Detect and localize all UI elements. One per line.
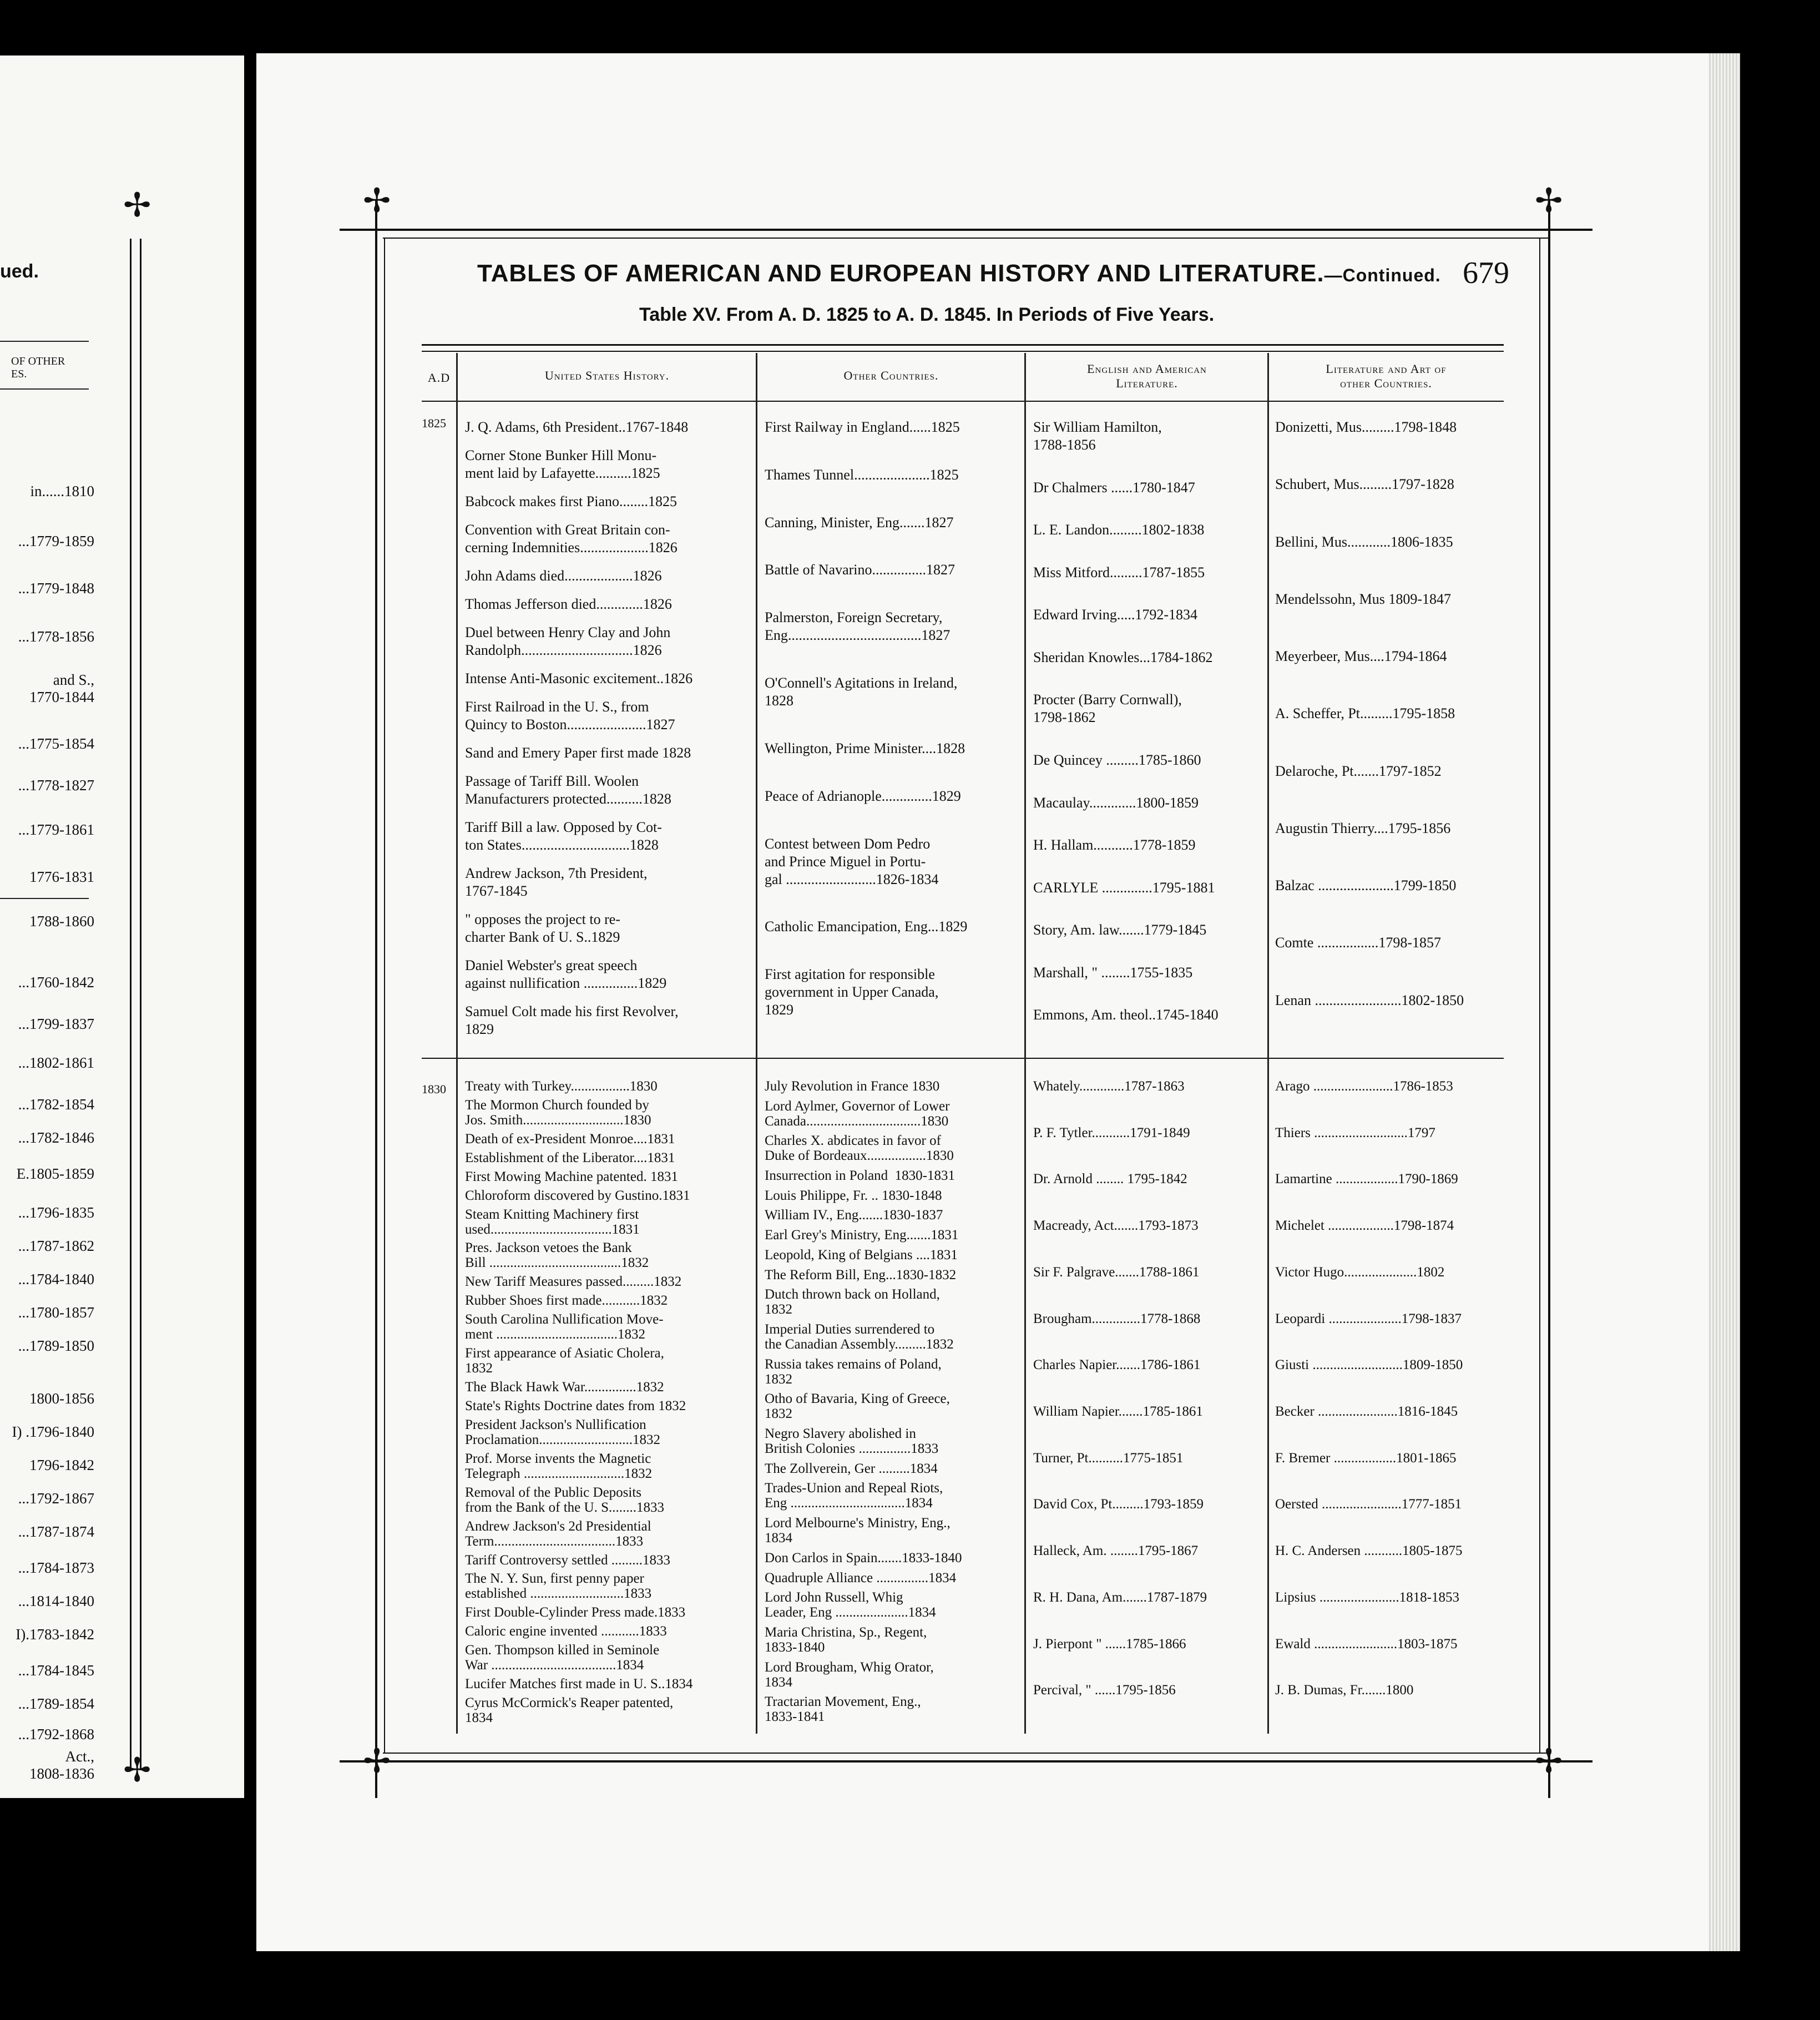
- us-history-entry: Cyrus McCormick's Reaper patented, 1834: [465, 1695, 674, 1725]
- lit-art-other-entry: Victor Hugo.....................1802: [1275, 1265, 1445, 1280]
- other-countries-entry: Otho of Bavaria, King of Greece, 1832: [765, 1391, 950, 1421]
- title-continued: —Continued.: [1324, 265, 1441, 285]
- lit-art-other-entry: Ewald ........................1803-1875: [1275, 1637, 1458, 1652]
- eng-amer-lit-entry: Whately.............1787-1863: [1033, 1079, 1185, 1094]
- year-label: 1830: [422, 1082, 446, 1096]
- lit-art-other-entry: Delaroche, Pt.......1797-1852: [1275, 763, 1442, 779]
- column-divider: [756, 353, 757, 1734]
- other-countries-entry: William IV., Eng.......1830-1837: [765, 1208, 943, 1223]
- eng-amer-lit-entry: Marshall, " ........1755-1835: [1033, 964, 1193, 981]
- left-entry: ...1789-1854: [18, 1695, 94, 1712]
- other-countries-entry: Lord Aylmer, Governor of Lower Canada.................................1830: [765, 1099, 950, 1129]
- left-entry: ...1782-1846: [18, 1129, 94, 1146]
- us-history-entry: Intense Anti-Masonic excitement..1826: [465, 670, 693, 686]
- us-history-entry: Chloroform discovered by Gustino.1831: [465, 1188, 690, 1203]
- page-title: [477, 260, 1441, 287]
- frame-bottom: [340, 1760, 1593, 1763]
- frame-right: [1548, 200, 1550, 1798]
- frame-top: [340, 229, 1593, 231]
- col-header-other-countries: Other Countries.: [843, 368, 939, 382]
- corner-ornament-icon: ✢: [1535, 183, 1563, 219]
- other-countries-entry: July Revolution in France 1830: [765, 1079, 940, 1094]
- year-label: 1825: [422, 416, 446, 430]
- other-countries-entry: First Railway in England......1825: [765, 419, 960, 435]
- us-history-entry: Treaty with Turkey.................1830: [465, 1079, 658, 1094]
- left-entry: ...1779-1859: [18, 533, 94, 549]
- left-entry: 1796-1842: [29, 1457, 94, 1473]
- left-entry: ...1784-1840: [18, 1271, 94, 1287]
- left-entry: and S., 1770-1844: [29, 671, 94, 705]
- column-divider: [1267, 353, 1269, 1734]
- other-countries-entry: Don Carlos in Spain.......1833-1840: [765, 1551, 962, 1566]
- lit-art-other-entry: Augustin Thierry....1795-1856: [1275, 820, 1451, 836]
- left-entry: ...1780-1857: [18, 1304, 94, 1321]
- other-countries-entry: Battle of Navarino...............1827: [765, 562, 955, 578]
- left-page: [0, 55, 244, 1798]
- us-history-entry: Duel between Henry Clay and John Randolph...............................1826: [465, 624, 671, 658]
- eng-amer-lit-entry: H. Hallam...........1778-1859: [1033, 837, 1196, 853]
- other-countries-entry: The Reform Bill, Eng...1830-1832: [765, 1267, 957, 1282]
- left-entry: ...1789-1850: [18, 1337, 94, 1354]
- left-entry: 1800-1856: [29, 1390, 94, 1407]
- lit-art-other-entry: Meyerbeer, Mus....1794-1864: [1275, 648, 1447, 664]
- left-entry: ...1782-1854: [18, 1096, 94, 1113]
- lit-art-other-entry: Comte .................1798-1857: [1275, 935, 1441, 951]
- eng-amer-lit-entry: Macready, Act.......1793-1873: [1033, 1218, 1199, 1233]
- left-rule: [0, 341, 89, 342]
- other-countries-entry: Russia takes remains of Poland, 1832: [765, 1357, 942, 1387]
- eng-amer-lit-entry: Procter (Barry Cornwall), 1798-1862: [1033, 691, 1182, 725]
- other-countries-entry: Louis Philippe, Fr. .. 1830-1848: [765, 1188, 942, 1203]
- us-history-entry: John Adams died...................1826: [465, 568, 662, 584]
- us-history-entry: First Mowing Machine patented. 1831: [465, 1169, 678, 1184]
- lit-art-other-entry: Becker .......................1816-1845: [1275, 1404, 1458, 1419]
- other-countries-entry: Insurrection in Poland 1830-1831: [765, 1168, 956, 1183]
- us-history-entry: First Railroad in the U. S., from Quincy to Boston......................1827: [465, 699, 675, 733]
- corner-ornament-icon: ✢: [363, 183, 391, 219]
- us-history-entry: Andrew Jackson's 2d Presidential Term...................................1833: [465, 1519, 651, 1549]
- us-history-entry: Passage of Tariff Bill. Woolen Manufacturers protected..........1828: [465, 773, 671, 807]
- title-main: TABLES OF AMERICAN AND EUROPEAN HISTORY AND LITERATURE.: [477, 260, 1324, 287]
- left-entry: Act., 1808-1836: [29, 1748, 94, 1782]
- frame-right-inner: [1539, 238, 1540, 1753]
- other-countries-entry: First agitation for responsible government in Upper Canada, 1829: [765, 966, 939, 1018]
- table-subtitle: Table XV. From A. D. 1825 to A. D. 1845. In Periods of Five Years.: [639, 304, 1215, 325]
- us-history-entry: South Carolina Nullification Move- ment ...................................1832: [465, 1312, 664, 1342]
- us-history-entry: Removal of the Public Deposits from the Bank of the U. S........1833: [465, 1485, 664, 1515]
- left-entry: ...1784-1845: [18, 1662, 94, 1679]
- col-header-lit-art-other: Literature and Art of other Countries.: [1326, 362, 1447, 391]
- us-history-entry: Samuel Colt made his first Revolver, 1829: [465, 1003, 679, 1037]
- lit-art-other-entry: Thiers ...........................1797: [1275, 1125, 1435, 1140]
- frame-left: [375, 200, 377, 1798]
- us-history-entry: First appearance of Asiatic Cholera, 1832: [465, 1346, 664, 1376]
- eng-amer-lit-entry: Brougham..............1778-1868: [1033, 1311, 1201, 1326]
- lit-art-other-entry: Arago .......................1786-1853: [1275, 1079, 1453, 1094]
- ornament-icon: ✢: [123, 187, 151, 224]
- eng-amer-lit-entry: Turner, Pt..........1775-1851: [1033, 1451, 1184, 1466]
- corner-ornament-icon: ✢: [1535, 1743, 1563, 1780]
- us-history-entry: New Tariff Measures passed.........1832: [465, 1274, 682, 1289]
- eng-amer-lit-entry: Dr Chalmers ......1780-1847: [1033, 479, 1195, 496]
- left-entry: ...1814-1840: [18, 1593, 94, 1609]
- frame-top-inner: [383, 238, 1550, 239]
- left-entry: I).1783-1842: [16, 1626, 94, 1643]
- column-divider: [456, 353, 458, 1734]
- us-history-entry: Caloric engine invented ...........1833: [465, 1624, 667, 1639]
- other-countries-entry: Peace of Adrianople..............1829: [765, 788, 961, 804]
- eng-amer-lit-entry: Sheridan Knowles...1784-1862: [1033, 649, 1213, 665]
- us-history-entry: Pres. Jackson vetoes the Bank Bill ......................................1832: [465, 1240, 649, 1270]
- left-rule: [0, 898, 89, 899]
- left-frame-line: [140, 239, 141, 1770]
- eng-amer-lit-entry: CARLYLE ..............1795-1881: [1033, 880, 1215, 896]
- other-countries-entry: The Zollverein, Ger .........1834: [765, 1461, 938, 1476]
- col-header-us-history: United States History.: [544, 368, 670, 382]
- eng-amer-lit-entry: L. E. Landon.........1802-1838: [1033, 522, 1205, 538]
- eng-amer-lit-entry: David Cox, Pt.........1793-1859: [1033, 1497, 1204, 1512]
- eng-amer-lit-entry: Edward Irving.....1792-1834: [1033, 607, 1198, 623]
- other-countries-entry: Canning, Minister, Eng.......1827: [765, 514, 954, 531]
- us-history-entry: Prof. Morse invents the Magnetic Telegraph .............................1832: [465, 1451, 653, 1481]
- us-history-entry: President Jackson's Nullification Proclamation...........................1832: [465, 1417, 661, 1447]
- us-history-entry: Sand and Emery Paper first made 1828: [465, 745, 691, 761]
- other-countries-entry: Trades-Union and Repeal Riots, Eng .................................1834: [765, 1481, 943, 1511]
- eng-amer-lit-entry: William Napier.......1785-1861: [1033, 1404, 1203, 1419]
- us-history-entry: Tariff Controversy settled .........1833: [465, 1553, 670, 1568]
- us-history-entry: Corner Stone Bunker Hill Monu- ment laid by Lafayette..........1825: [465, 447, 660, 481]
- left-rule: [0, 388, 89, 390]
- eng-amer-lit-entry: Halleck, Am. ........1795-1867: [1033, 1543, 1199, 1558]
- eng-amer-lit-entry: Story, Am. law.......1779-1845: [1033, 922, 1207, 938]
- left-entry: ...1779-1861: [18, 821, 94, 838]
- other-countries-entry: Dutch thrown back on Holland, 1832: [765, 1287, 940, 1317]
- lit-art-other-entry: J. B. Dumas, Fr.......1800: [1275, 1683, 1414, 1698]
- other-countries-entry: Tractarian Movement, Eng., 1833-1841: [765, 1694, 921, 1724]
- page-edge: [1709, 53, 1740, 1951]
- col-header-ad: A.D: [427, 371, 451, 385]
- us-history-entry: Thomas Jefferson died.............1826: [465, 596, 672, 612]
- lit-art-other-entry: H. C. Andersen ...........1805-1875: [1275, 1543, 1463, 1558]
- left-entry: E.1805-1859: [16, 1165, 94, 1182]
- other-countries-entry: Catholic Emancipation, Eng...1829: [765, 918, 968, 935]
- us-history-entry: Convention with Great Britain con- cerning Indemnities...................1826: [465, 522, 678, 556]
- us-history-entry: The N. Y. Sun, first penny paper established ...........................1833: [465, 1571, 652, 1601]
- us-history-entry: The Black Hawk War...............1832: [465, 1380, 664, 1395]
- us-history-entry: Rubber Shoes first made...........1832: [465, 1293, 668, 1308]
- left-entry: ...1792-1867: [18, 1490, 94, 1507]
- table-top-rule: [422, 344, 1504, 346]
- column-divider: [1024, 353, 1026, 1734]
- us-history-entry: State's Rights Doctrine dates from 1832: [465, 1398, 686, 1413]
- other-countries-entry: Wellington, Prime Minister....1828: [765, 740, 965, 756]
- left-entry: ...1796-1835: [18, 1204, 94, 1221]
- us-history-entry: Daniel Webster's great speech against nullification ...............1829: [465, 957, 667, 991]
- eng-amer-lit-entry: Sir William Hamilton, 1788-1856: [1033, 419, 1162, 453]
- lit-art-other-entry: Donizetti, Mus.........1798-1848: [1275, 419, 1457, 435]
- eng-amer-lit-entry: P. F. Tytler...........1791-1849: [1033, 1125, 1190, 1140]
- frame-left-inner: [384, 238, 385, 1753]
- left-entry: ...1787-1862: [18, 1238, 94, 1254]
- eng-amer-lit-entry: De Quincey .........1785-1860: [1033, 752, 1201, 768]
- other-countries-entry: Quadruple Alliance ...............1834: [765, 1570, 957, 1585]
- left-frame-line: [130, 239, 132, 1770]
- eng-amer-lit-entry: Sir F. Palgrave.......1788-1861: [1033, 1265, 1200, 1280]
- lit-art-other-entry: Oersted .......................1777-1851: [1275, 1497, 1462, 1512]
- other-countries-entry: Lord Melbourne's Ministry, Eng., 1834: [765, 1516, 951, 1546]
- us-history-entry: J. Q. Adams, 6th President..1767-1848: [465, 419, 689, 435]
- left-entry: ...1787-1874: [18, 1523, 94, 1540]
- lit-art-other-entry: Mendelssohn, Mus 1809-1847: [1275, 591, 1452, 607]
- us-history-entry: Lucifer Matches first made in U. S..1834: [465, 1676, 693, 1691]
- lit-art-other-entry: F. Bremer ..................1801-1865: [1275, 1451, 1457, 1466]
- us-history-entry: Gen. Thompson killed in Seminole War ....................................1834: [465, 1643, 660, 1673]
- lit-art-other-entry: Michelet ...................1798-1874: [1275, 1218, 1454, 1233]
- lit-art-other-entry: Leopardi .....................1798-1837: [1275, 1311, 1462, 1326]
- page-number: 679: [1463, 256, 1509, 290]
- us-history-entry: " opposes the project to re- charter Bank of U. S..1829: [465, 911, 620, 945]
- lit-art-other-entry: Schubert, Mus.........1797-1828: [1275, 476, 1454, 492]
- eng-amer-lit-entry: Charles Napier.......1786-1861: [1033, 1357, 1201, 1372]
- header-bottom-rule: [422, 401, 1504, 402]
- other-countries-entry: Earl Grey's Ministry, Eng.......1831: [765, 1228, 959, 1243]
- eng-amer-lit-entry: R. H. Dana, Am.......1787-1879: [1033, 1590, 1207, 1605]
- other-countries-entry: Charles X. abdicates in favor of Duke of Bordeaux.................1830: [765, 1133, 954, 1163]
- eng-amer-lit-entry: Macaulay.............1800-1859: [1033, 795, 1199, 811]
- corner-ornament-icon: ✢: [363, 1743, 391, 1780]
- lit-art-other-entry: Bellini, Mus............1806-1835: [1275, 534, 1453, 550]
- frame-bottom-inner: [383, 1753, 1550, 1754]
- other-countries-entry: Thames Tunnel.....................1825: [765, 467, 959, 483]
- left-entry: ...1779-1848: [18, 580, 94, 597]
- left-heading-fragment: ued.: [0, 261, 39, 282]
- left-entry: ...1775-1854: [18, 735, 94, 752]
- left-entry: ...1778-1856: [18, 628, 94, 645]
- other-countries-entry: Lord John Russell, Whig Leader, Eng .....................1834: [765, 1590, 936, 1620]
- us-history-entry: First Double-Cylinder Press made.1833: [465, 1605, 686, 1620]
- other-countries-entry: Maria Christina, Sp., Regent, 1833-1840: [765, 1625, 927, 1655]
- eng-amer-lit-entry: Percival, " ......1795-1856: [1033, 1683, 1176, 1698]
- table-top-rule-2: [422, 351, 1504, 352]
- left-column-header: OF OTHER ES.: [11, 355, 65, 380]
- left-entry: in......1810: [30, 483, 94, 499]
- col-header-eng-amer-lit: English and American Literature.: [1087, 362, 1207, 391]
- left-entry: I) .1796-1840: [12, 1423, 94, 1440]
- period-divider-rule: [422, 1058, 1504, 1059]
- lit-art-other-entry: Giusti ..........................1809-1850: [1275, 1357, 1463, 1372]
- other-countries-entry: Negro Slavery abolished in British Colonies ...............1833: [765, 1426, 939, 1456]
- left-entry: ...1792-1868: [18, 1726, 94, 1743]
- left-entry: ...1802-1861: [18, 1054, 94, 1071]
- left-entry: ...1799-1837: [18, 1016, 94, 1032]
- us-history-entry: Babcock makes first Piano........1825: [465, 493, 677, 509]
- us-history-entry: Tariff Bill a law. Opposed by Cot- ton States..............................1828: [465, 819, 662, 853]
- eng-amer-lit-entry: J. Pierpont " ......1785-1866: [1033, 1637, 1186, 1652]
- other-countries-entry: O'Connell's Agitations in Ireland, 1828: [765, 675, 958, 709]
- lit-art-other-entry: Balzac .....................1799-1850: [1275, 877, 1457, 893]
- lit-art-other-entry: Lenan ........................1802-1850: [1275, 992, 1464, 1008]
- us-history-entry: Death of ex-President Monroe....1831: [465, 1132, 675, 1147]
- eng-amer-lit-entry: Miss Mitford.........1787-1855: [1033, 564, 1205, 580]
- us-history-entry: Andrew Jackson, 7th President, 1767-1845: [465, 865, 648, 899]
- lit-art-other-entry: Lamartine ..................1790-1869: [1275, 1171, 1458, 1186]
- us-history-entry: The Mormon Church founded by Jos. Smith.............................1830: [465, 1098, 651, 1128]
- us-history-entry: Steam Knitting Machinery first used...................................1831: [465, 1207, 640, 1237]
- other-countries-entry: Palmerston, Foreign Secretary, Eng.....................................1827: [765, 609, 951, 643]
- lit-art-other-entry: A. Scheffer, Pt.........1795-1858: [1275, 705, 1455, 721]
- other-countries-entry: Lord Brougham, Whig Orator, 1834: [765, 1660, 934, 1690]
- left-entry: 1788-1860: [29, 913, 94, 930]
- other-countries-entry: Imperial Duties surrendered to the Canadian Assembly.........1832: [765, 1322, 954, 1352]
- us-history-entry: Establishment of the Liberator....1831: [465, 1150, 675, 1165]
- eng-amer-lit-entry: Dr. Arnold ........ 1795-1842: [1033, 1171, 1187, 1186]
- left-entry: 1776-1831: [29, 868, 94, 885]
- eng-amer-lit-entry: Emmons, Am. theol..1745-1840: [1033, 1007, 1219, 1023]
- other-countries-entry: Contest between Dom Pedro and Prince Miguel in Portu- gal .........................1826-1834: [765, 836, 939, 887]
- lit-art-other-entry: Lipsius .......................1818-1853: [1275, 1590, 1459, 1605]
- other-countries-entry: Leopold, King of Belgians ....1831: [765, 1248, 958, 1262]
- left-entry: ...1760-1842: [18, 974, 94, 991]
- ornament-icon: ✢: [123, 1752, 151, 1789]
- left-entry: ...1778-1827: [18, 777, 94, 794]
- left-entry: ...1784-1873: [18, 1559, 94, 1576]
